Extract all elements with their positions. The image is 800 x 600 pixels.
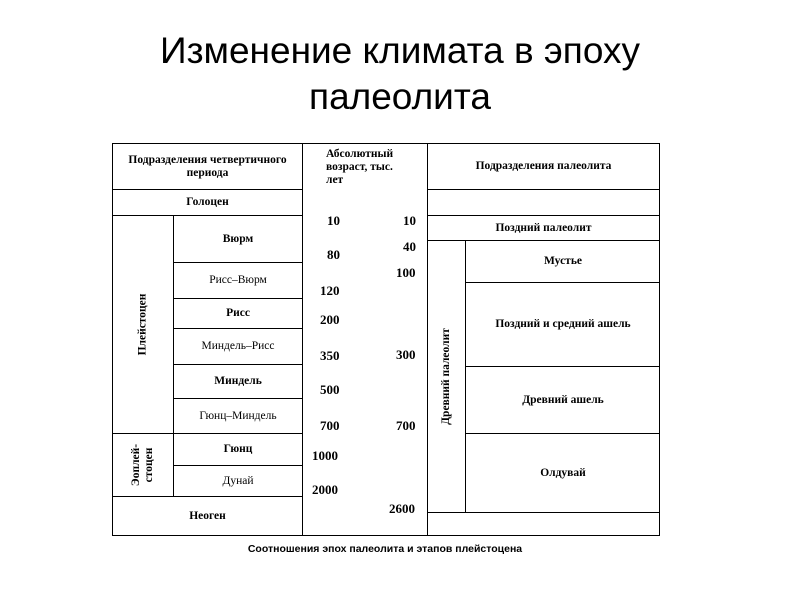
stage-riss: Рисс	[226, 307, 250, 319]
age-right-1: 10	[403, 213, 416, 228]
age-left-9: 2000	[312, 482, 338, 497]
stage-riss-wurm: Рисс–Вюрм	[209, 274, 267, 286]
late-paleolithic-cell: Поздний палеолит	[495, 221, 592, 234]
stage-mindel: Миндель	[214, 375, 262, 387]
holocene-cell: Голоцен	[186, 196, 229, 208]
age-left-3: 120	[320, 283, 340, 298]
header-divider-right	[427, 189, 660, 190]
header-quaternary: Подразделения четвертичного периода	[128, 153, 287, 179]
pleistocene-cell	[114, 216, 172, 432]
age-right-4: 300	[396, 347, 416, 362]
stage-gunz: Гюнц	[223, 443, 253, 455]
table-caption: Соотношения эпох палеолита и этапов плейстоцена	[247, 543, 523, 555]
slide-title	[0, 28, 800, 120]
stage-gunz-mindel: Гюнц–Миндель	[199, 409, 277, 422]
neogene-cell: Неоген	[189, 509, 226, 522]
culture-column-divider	[465, 240, 466, 512]
age-right-5: 700	[396, 418, 416, 433]
age-left-6: 500	[320, 382, 340, 397]
table-right-border	[659, 143, 660, 536]
age-left-1: 10	[327, 213, 340, 228]
stage-wurm: Вюрм	[222, 232, 254, 245]
stage-column-divider	[173, 215, 174, 496]
culture-olduvai: Олдувай	[540, 466, 586, 479]
column-divider-right	[427, 143, 428, 536]
culture-mousterian: Мустье	[543, 255, 583, 267]
early-paleolithic-label: Древний палеолит	[440, 328, 453, 425]
header-absolute-age: Абсолютный возраст, тыс. лет	[326, 148, 394, 186]
pleistocene-label: Плейстоцен	[136, 293, 149, 355]
age-left-2: 80	[327, 247, 340, 262]
eopleistocene-cell	[114, 434, 172, 496]
slide-title-line2: палеолита	[309, 76, 491, 117]
age-right-2: 40	[403, 239, 416, 254]
slide-title-line1: Изменение климата в эпоху	[159, 30, 640, 71]
early-paleolithic-cell	[429, 241, 464, 512]
age-right-6: 2600	[389, 501, 415, 516]
header-paleolithic: Подразделения палеолита	[475, 160, 612, 172]
age-left-4: 200	[320, 312, 340, 327]
age-right-3: 100	[396, 265, 416, 280]
stage-mindel-riss: Миндель–Рисс	[201, 340, 275, 352]
early-paleolithic-bottom-line	[427, 512, 660, 513]
table-bottom-border	[112, 535, 660, 536]
column-divider-left	[302, 143, 303, 536]
table-top-border	[112, 143, 660, 144]
table-left-border	[112, 143, 113, 536]
eopleistocene-label: Эоплей-стоцен	[130, 443, 155, 487]
age-left-5: 350	[320, 348, 340, 363]
age-left-7: 700	[320, 418, 340, 433]
age-left-8: 1000	[312, 448, 338, 463]
stage-danube: Дунай	[222, 474, 254, 487]
culture-early-acheulean: Древний ашель	[522, 393, 604, 406]
culture-late-middle-acheulean: Поздний и средний ашель	[495, 318, 631, 330]
